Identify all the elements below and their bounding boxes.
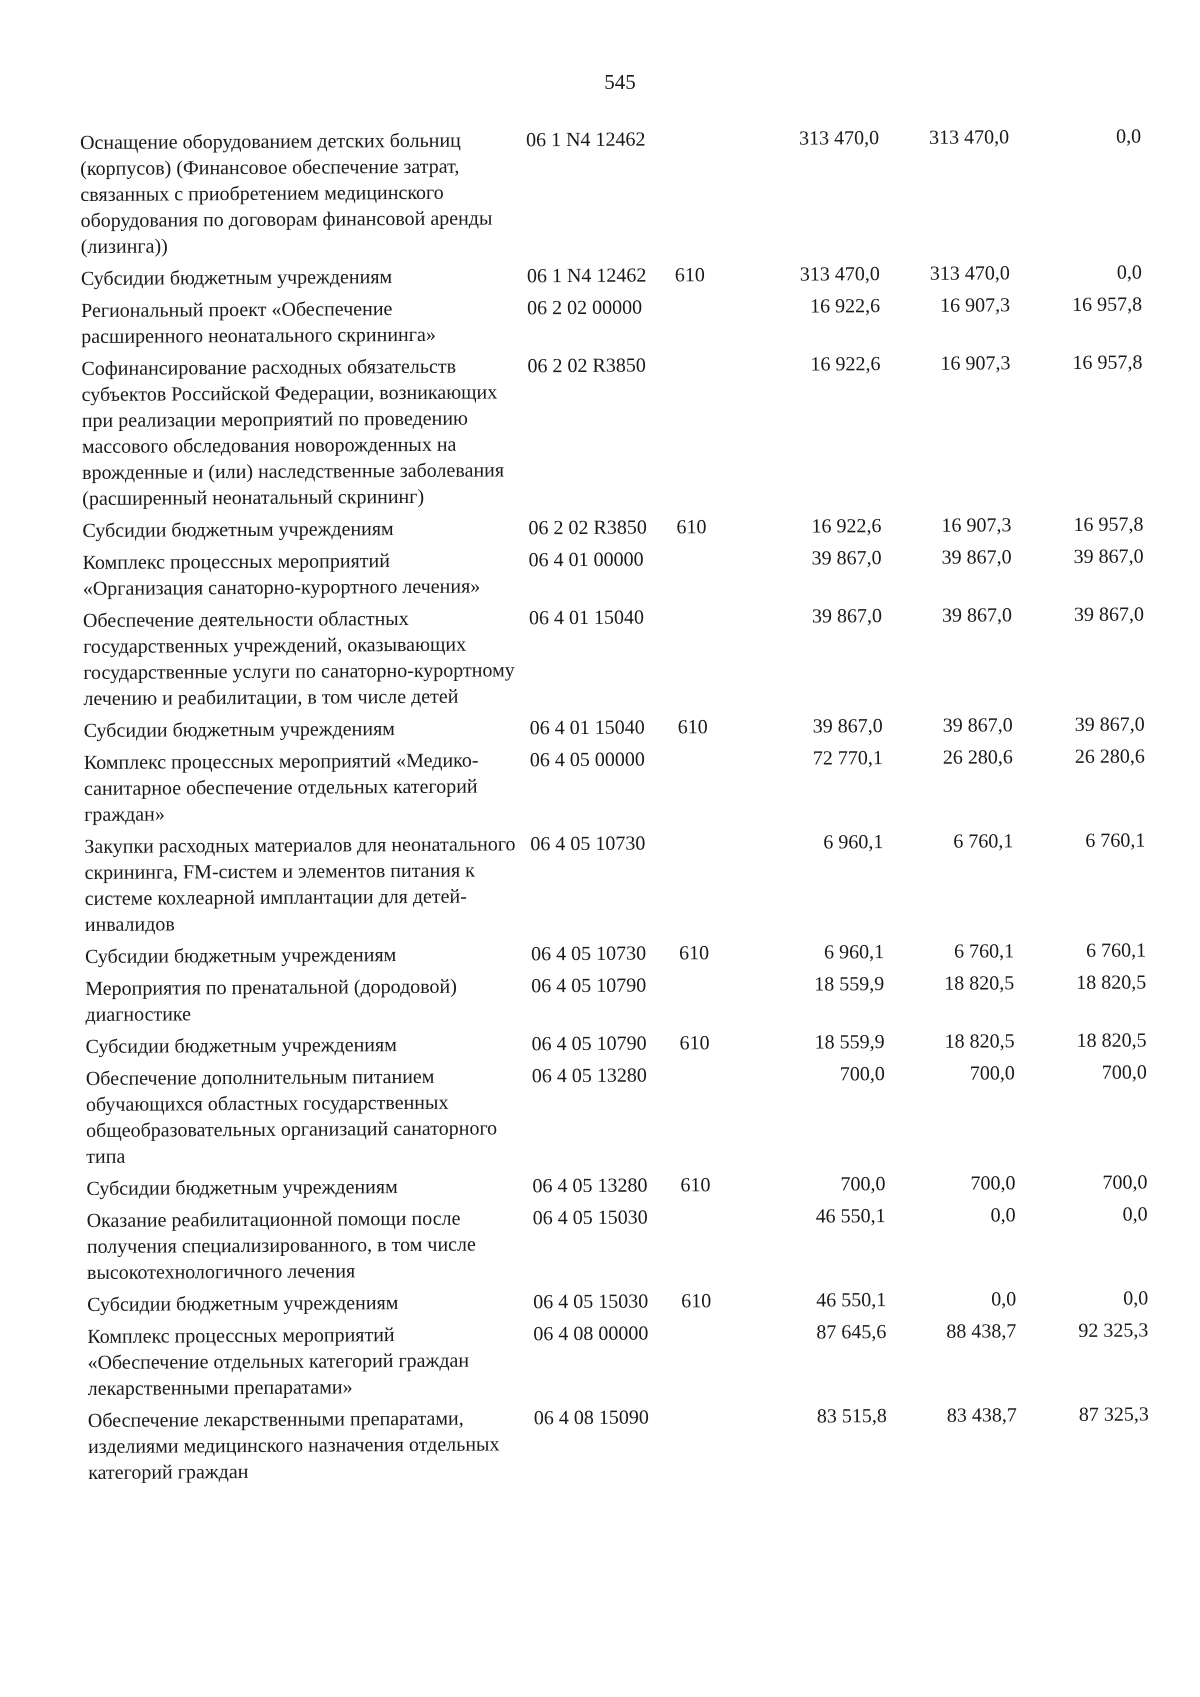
table-row [82,511,1177,544]
row-value-1: 18 559,9 [814,1031,885,1054]
row-value-1: 87 645,6 [816,1321,887,1344]
row-value-1: 16 922,6 [811,515,882,538]
row-name: Закупки расходных материалов для неонатального скрининга, FM-систем и элементов питания к системе кохлеарной имплантации для детей-инвалидов [84,833,516,936]
row-value-3: 87 325,3 [1078,1403,1149,1426]
table-row [81,259,1176,292]
row-value-3: 39 867,0 [1073,603,1145,626]
row-name: Региональный проект «Обеспечение расширенного неонатального скрининга» [81,298,436,348]
row-code: 06 1 N4 12462 [526,264,647,288]
row-value-3: 16 957,8 [1072,293,1143,316]
row-value-2: 26 280,6 [942,746,1013,769]
row-code: 06 4 01 15040 [529,716,645,740]
budget-table [80,123,1183,1492]
row-code: 06 4 05 15030 [533,1290,649,1314]
row-value-1: 16 922,6 [810,353,881,376]
row-value-2: 313 470,0 [929,262,1010,285]
table-row [87,1317,1182,1402]
row-code: 06 2 02 R3850 [527,354,646,378]
row-code: 06 4 01 00000 [528,548,644,572]
row-value-1: 18 559,9 [814,973,885,996]
row-expense-type: 610 [681,1290,712,1313]
table-row [84,711,1179,744]
row-expense-type: 610 [680,1174,711,1197]
row-name: Оснащение оборудованием детских больниц (корпусов) (Финансовое обеспечение затрат, связанных с приобретением медицинского оборудования по договорам финансовой аренды (лизинга)) [80,129,493,258]
row-value-2: 700,0 [970,1172,1016,1195]
row-value-2: 6 760,1 [953,830,1014,853]
row-value-3: 0,0 [1123,1287,1149,1310]
row-code: 06 4 05 10730 [530,942,647,966]
row-code: 06 4 05 15030 [532,1206,648,1230]
row-name: Субсидии бюджетным учреждениям [85,1034,397,1058]
table-row [86,1027,1181,1060]
row-value-1: 6 960,1 [823,831,884,854]
row-value-3: 700,0 [1101,1061,1147,1084]
row-value-2: 18 820,5 [944,1030,1015,1053]
row-name: Субсидии бюджетным учреждениям [82,518,394,542]
row-value-1: 313 470,0 [798,127,880,150]
row-value-2: 39 867,0 [941,546,1012,569]
row-name: Софинансирование расходных обязательств субъектов Российской Федерации, возникающих при реализации мероприятий по проведению массового обследования новорожденных на врожденные и (или) наследственные заболевания (расширенный неонатальный скрининг) [81,355,505,510]
row-value-3: 18 820,5 [1076,971,1147,994]
table-row [86,1059,1182,1170]
row-value-1: 83 515,8 [816,1405,887,1428]
row-code: 06 4 05 10790 [531,1032,647,1056]
table-row [87,1201,1182,1286]
row-code: 06 2 02 R3850 [528,516,647,540]
row-value-3: 0,0 [1122,1203,1148,1226]
row-value-2: 0,0 [991,1288,1017,1311]
row-value-3: 26 280,6 [1074,745,1145,768]
row-code: 06 4 05 13280 [532,1174,648,1198]
table-row [80,123,1176,260]
row-value-2: 0,0 [990,1204,1016,1227]
row-value-3: 700,0 [1102,1171,1148,1194]
row-expense-type: 610 [674,264,705,287]
row-code: 06 4 08 00000 [533,1322,649,1346]
table-row [88,1401,1183,1486]
row-value-1: 39 867,0 [811,605,883,628]
table-row [81,349,1177,512]
row-value-2: 313 470,0 [928,126,1010,149]
row-expense-type: 610 [677,716,708,739]
row-value-3: 18 820,5 [1076,1029,1147,1052]
table-row [85,969,1180,1028]
row-value-2: 88 438,7 [946,1320,1017,1343]
table-row [86,1169,1181,1202]
row-value-2: 700,0 [969,1062,1015,1085]
row-value-2: 16 907,3 [940,294,1011,317]
row-expense-type: 610 [679,1032,710,1055]
row-name: Обеспечение дополнительным питанием обучающихся областных государственных общеобразовательных организаций санаторного типа [85,1065,498,1168]
row-value-1: 39 867,0 [811,547,882,570]
row-name: Субсидии бюджетным учреждениям [84,944,397,968]
row-value-1: 39 867,0 [812,715,883,738]
row-name: Комплекс процессных мероприятий «Обеспечение отдельных категорий граждан лекарственными препаратами» [87,1324,470,1400]
row-value-1: 700,0 [840,1173,886,1196]
row-value-3: 6 760,1 [1085,829,1146,852]
table-row [83,543,1178,602]
row-value-2: 6 760,1 [953,940,1015,963]
table-row [83,601,1179,712]
table-row [81,291,1176,350]
row-value-2: 16 907,3 [941,514,1012,537]
row-code: 06 2 02 00000 [527,296,643,320]
row-name: Комплекс процессных мероприятий «Организация санаторно-курортного лечения» [82,550,481,600]
row-name: Мероприятия по пренатальной (дородовой) диагностике [85,975,457,1026]
row-value-2: 83 438,7 [946,1404,1017,1427]
row-code: 06 4 05 00000 [529,748,645,772]
row-value-1: 46 550,1 [816,1289,887,1312]
row-code: 06 4 01 15040 [528,606,645,630]
row-name: Обеспечение лекарственными препаратами, изделиями медицинского назначения отдельных категорий граждан [87,1407,500,1484]
row-name: Субсидии бюджетным учреждениям [87,1292,399,1316]
row-name: Субсидии бюджетным учреждениям [83,718,395,742]
row-value-3: 6 760,1 [1085,939,1147,962]
row-code: 06 4 08 15090 [533,1406,649,1430]
row-value-1: 16 922,6 [810,295,881,318]
table-row [87,1285,1182,1318]
row-name: Субсидии бюджетным учреждениям [80,266,393,290]
row-value-3: 39 867,0 [1073,545,1144,568]
table-row [84,743,1179,828]
row-value-3: 92 325,3 [1078,1319,1149,1342]
table-row [85,937,1180,970]
row-value-3: 39 867,0 [1074,713,1145,736]
row-name: Субсидии бюджетным учреждениям [86,1176,398,1200]
row-code: 06 4 05 13280 [531,1064,647,1088]
row-value-3: 0,0 [1115,125,1142,148]
row-expense-type: 610 [678,942,710,965]
row-value-2: 39 867,0 [941,604,1013,627]
row-value-3: 0,0 [1116,261,1142,284]
row-value-1: 313 470,0 [799,263,880,286]
row-value-1: 6 960,1 [823,941,885,964]
page-number: 545 [604,70,636,94]
row-value-1: 46 550,1 [815,1205,886,1228]
row-name: Оказание реабилитационной помощи после получения специализированного, в том числе высокотехнологичного лечения [86,1207,476,1284]
row-name: Комплекс процессных мероприятий «Медико-санитарное обеспечение отдельных категорий граждан» [83,749,479,826]
row-expense-type: 610 [676,516,707,539]
row-value-1: 72 770,1 [812,747,883,770]
row-code: 06 4 05 10790 [531,974,647,998]
row-value-2: 16 907,3 [940,352,1011,375]
row-value-3: 16 957,8 [1072,351,1143,374]
row-value-2: 39 867,0 [942,714,1013,737]
row-value-3: 16 957,8 [1073,513,1144,536]
row-code: 06 1 N4 12462 [526,128,646,152]
table-row [84,827,1180,938]
row-value-2: 18 820,5 [944,972,1015,995]
row-code: 06 4 05 10730 [530,832,646,856]
row-value-1: 700,0 [839,1063,885,1086]
row-name: Обеспечение деятельности областных государственных учреждений, оказывающих государственные услуги по санаторно-курортному лечению и реабилитации, в том числе детей [82,608,515,710]
